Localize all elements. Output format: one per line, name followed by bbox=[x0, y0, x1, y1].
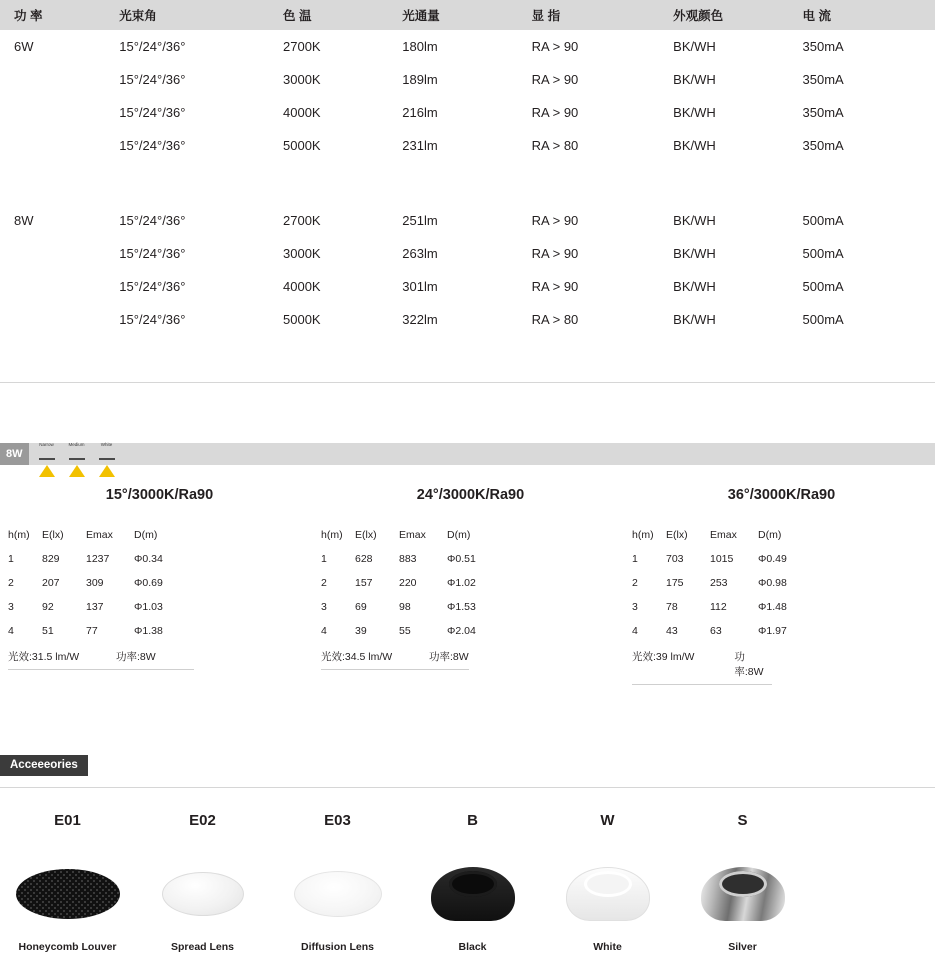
cell-emax: 77 bbox=[86, 625, 98, 637]
accessory-name: White bbox=[593, 941, 622, 953]
cell-power: 8W bbox=[14, 213, 34, 228]
cell-height: 4 bbox=[321, 625, 327, 637]
table-header-row bbox=[321, 529, 507, 553]
cell-color: BK/WH bbox=[673, 246, 716, 261]
cell-emax: 55 bbox=[399, 625, 411, 637]
cell-emax: 112 bbox=[710, 601, 727, 613]
accessory-name: Silver bbox=[728, 941, 757, 953]
cell-color: BK/WH bbox=[673, 213, 716, 228]
cell-color: BK/WH bbox=[673, 39, 716, 54]
cell-elux: 829 bbox=[42, 553, 60, 565]
cell-beam: 15°/24°/36° bbox=[119, 105, 186, 120]
spread-lens-shape bbox=[162, 872, 244, 916]
photometric-table bbox=[321, 529, 507, 649]
reflector-inner bbox=[719, 871, 767, 897]
accessory-item-e01[interactable] bbox=[0, 812, 135, 953]
cell-cct: 4000K bbox=[283, 279, 321, 294]
cell-color: BK/WH bbox=[673, 279, 716, 294]
black-reflector-shape bbox=[431, 867, 515, 921]
cell-beam: 15°/24°/36° bbox=[119, 39, 186, 54]
column-header-finish-color: 外观颜色 bbox=[673, 0, 802, 30]
cell-emax: 1015 bbox=[710, 553, 734, 565]
accessory-code: E03 bbox=[324, 812, 351, 829]
cell-diameter: Φ1.97 bbox=[758, 625, 787, 637]
cell-elux: 157 bbox=[355, 577, 373, 589]
table-row bbox=[8, 625, 194, 649]
cell-height: 2 bbox=[632, 577, 638, 589]
cell-cri: RA > 80 bbox=[531, 138, 579, 153]
column-header-beam-angle: 光束角 bbox=[119, 0, 283, 30]
cell-current: 350mA bbox=[802, 72, 844, 87]
cell-height: 2 bbox=[321, 577, 327, 589]
silver-reflector-shape bbox=[701, 867, 785, 921]
efficacy-value: 光效:39 lm/W bbox=[632, 651, 695, 663]
cell-emax: 63 bbox=[710, 625, 722, 637]
accessories-divider bbox=[0, 787, 935, 788]
table-row bbox=[632, 601, 818, 625]
column-header-height: h(m) bbox=[8, 529, 30, 541]
table-row bbox=[8, 601, 194, 625]
cell-cct: 2700K bbox=[283, 39, 321, 54]
specification-table bbox=[0, 0, 935, 382]
accessory-code: B bbox=[467, 812, 478, 829]
honeycomb-shape bbox=[16, 869, 120, 919]
accessory-code: W bbox=[600, 812, 615, 829]
table-row bbox=[321, 625, 507, 649]
table-header-row bbox=[0, 0, 935, 30]
cell-emax: 309 bbox=[86, 577, 104, 589]
table-group-spacer bbox=[0, 162, 935, 204]
cell-power bbox=[0, 129, 119, 162]
table-row bbox=[0, 30, 935, 63]
photometric-column-15deg bbox=[0, 487, 311, 685]
photometric-footer bbox=[321, 649, 469, 670]
wattage-tag: 8W bbox=[0, 443, 29, 465]
cell-diameter: Φ1.03 bbox=[134, 601, 163, 613]
photometric-columns bbox=[0, 487, 935, 685]
cell-height: 1 bbox=[321, 553, 327, 565]
cell-cri: RA > 90 bbox=[531, 105, 579, 120]
cell-cct: 3000K bbox=[283, 246, 321, 261]
accessory-item-e03[interactable] bbox=[270, 812, 405, 953]
cell-flux: 180lm bbox=[402, 39, 438, 54]
photometric-footer bbox=[8, 649, 194, 670]
column-header-luminous-flux: 光通量 bbox=[402, 0, 531, 30]
table-body bbox=[0, 30, 935, 382]
table-row bbox=[8, 577, 194, 601]
table-row bbox=[632, 625, 818, 649]
efficacy-value: 光效:34.5 lm/W bbox=[321, 651, 393, 663]
power-value: 功率:8W bbox=[116, 651, 156, 663]
photometric-table-head bbox=[8, 529, 194, 553]
cell-power bbox=[0, 303, 119, 336]
cell-height: 4 bbox=[8, 625, 14, 637]
accessories-row bbox=[0, 812, 935, 953]
narrow-beam-icon bbox=[37, 442, 57, 466]
accessory-code: E02 bbox=[189, 812, 216, 829]
accessory-name: Black bbox=[458, 941, 487, 953]
table-header bbox=[0, 0, 935, 30]
column-header-diameter: D(m) bbox=[447, 529, 471, 541]
reflector-inner bbox=[584, 871, 632, 897]
table-row bbox=[0, 63, 935, 96]
cell-cct: 4000K bbox=[283, 105, 321, 120]
photometric-table-head bbox=[632, 529, 818, 553]
cell-elux: 207 bbox=[42, 577, 60, 589]
honeycomb-louver-image bbox=[0, 855, 135, 933]
diffusion-lens-shape bbox=[294, 871, 382, 917]
cell-flux: 231lm bbox=[402, 138, 438, 153]
accessory-item-black[interactable] bbox=[405, 812, 540, 953]
table-row bbox=[0, 204, 935, 237]
power-value: 功率:8W bbox=[429, 651, 469, 663]
photometric-table-head bbox=[321, 529, 507, 553]
cell-height: 3 bbox=[321, 601, 327, 613]
spacer-cell bbox=[0, 162, 935, 204]
medium-beam-label: Medium bbox=[68, 442, 85, 447]
photometric-header-bar bbox=[0, 443, 935, 465]
table-row bbox=[0, 237, 935, 270]
column-header-elux: E(lx) bbox=[666, 529, 688, 541]
cell-current: 500mA bbox=[802, 312, 844, 327]
white-beam-glyph bbox=[99, 448, 115, 477]
cell-beam: 15°/24°/36° bbox=[119, 72, 186, 87]
cell-elux: 39 bbox=[355, 625, 367, 637]
narrow-beam-label: Narrow bbox=[39, 442, 54, 447]
cell-cri: RA > 90 bbox=[531, 279, 579, 294]
column-header-cri: 显 指 bbox=[532, 0, 674, 30]
cell-diameter: Φ0.69 bbox=[134, 577, 163, 589]
photometric-table-body bbox=[632, 553, 818, 649]
cell-power bbox=[0, 96, 119, 129]
cell-diameter: Φ0.34 bbox=[134, 553, 163, 565]
photometric-footer bbox=[632, 649, 772, 685]
cell-beam: 15°/24°/36° bbox=[119, 138, 186, 153]
cell-color: BK/WH bbox=[673, 312, 716, 327]
accessory-code: S bbox=[737, 812, 748, 829]
column-header-power: 功 率 bbox=[0, 0, 119, 30]
medium-beam-glyph bbox=[69, 448, 85, 477]
table-row bbox=[632, 553, 818, 577]
cell-height: 3 bbox=[632, 601, 638, 613]
photometric-title: 15°/3000K/Ra90 bbox=[105, 487, 214, 503]
cell-cct: 5000K bbox=[283, 312, 321, 327]
cell-cri: RA > 90 bbox=[531, 246, 579, 261]
cell-current: 500mA bbox=[802, 279, 844, 294]
photometric-section bbox=[0, 443, 935, 685]
cell-elux: 175 bbox=[666, 577, 684, 589]
cell-height: 1 bbox=[632, 553, 638, 565]
cell-cri: RA > 90 bbox=[531, 72, 579, 87]
efficacy-value: 光效:31.5 lm/W bbox=[8, 651, 80, 663]
specification-table-wrapper bbox=[0, 0, 935, 383]
column-header-elux: E(lx) bbox=[42, 529, 64, 541]
cell-power bbox=[0, 63, 119, 96]
cell-diameter: Φ1.48 bbox=[758, 601, 787, 613]
cell-cct: 3000K bbox=[283, 72, 321, 87]
cell-beam: 15°/24°/36° bbox=[119, 213, 186, 228]
cell-current: 350mA bbox=[802, 105, 844, 120]
cell-current: 350mA bbox=[802, 39, 844, 54]
photometric-title: 36°/3000K/Ra90 bbox=[727, 487, 836, 503]
cell-diameter: Φ0.51 bbox=[447, 553, 476, 565]
cell-diameter: Φ1.02 bbox=[447, 577, 476, 589]
cell-color: BK/WH bbox=[673, 138, 716, 153]
photometric-table bbox=[632, 529, 818, 649]
cell-height: 2 bbox=[8, 577, 14, 589]
white-beam-label: White bbox=[100, 442, 113, 447]
narrow-beam-glyph bbox=[39, 448, 55, 477]
column-header-height: h(m) bbox=[632, 529, 654, 541]
table-bottom-spacer bbox=[0, 336, 935, 382]
cell-elux: 628 bbox=[355, 553, 373, 565]
column-header-emax: Emax bbox=[710, 529, 737, 541]
accessory-item-e02[interactable] bbox=[135, 812, 270, 953]
cell-elux: 92 bbox=[42, 601, 54, 613]
accessory-item-silver[interactable] bbox=[675, 812, 810, 953]
white-reflector-image bbox=[540, 855, 675, 933]
column-header-emax: Emax bbox=[86, 529, 113, 541]
table-header-row bbox=[632, 529, 818, 553]
column-header-diameter: D(m) bbox=[134, 529, 158, 541]
white-reflector-shape bbox=[566, 867, 650, 921]
reflector-inner bbox=[449, 871, 497, 897]
cell-emax: 253 bbox=[710, 577, 728, 589]
power-value: 功率:8W bbox=[734, 651, 764, 678]
cell-beam: 15°/24°/36° bbox=[119, 279, 186, 294]
black-reflector-image bbox=[405, 855, 540, 933]
table-row bbox=[0, 270, 935, 303]
cell-color: BK/WH bbox=[673, 72, 716, 87]
cell-cri: RA > 80 bbox=[531, 312, 579, 327]
table-header-row bbox=[8, 529, 194, 553]
cell-emax: 883 bbox=[399, 553, 417, 565]
accessories-section bbox=[0, 755, 935, 953]
cell-cct: 2700K bbox=[283, 213, 321, 228]
cell-flux: 322lm bbox=[402, 312, 438, 327]
cell-elux: 51 bbox=[42, 625, 54, 637]
photometric-column-36deg bbox=[622, 487, 933, 685]
cell-flux: 251lm bbox=[402, 213, 438, 228]
cell-emax: 98 bbox=[399, 601, 411, 613]
column-header-elux: E(lx) bbox=[355, 529, 377, 541]
diffusion-lens-image bbox=[270, 855, 405, 933]
column-header-current: 电 流 bbox=[803, 0, 935, 30]
cell-diameter: Φ0.98 bbox=[758, 577, 787, 589]
cell-emax: 1237 bbox=[86, 553, 110, 565]
cell-cri: RA > 90 bbox=[531, 213, 579, 228]
cell-cri: RA > 90 bbox=[531, 39, 579, 54]
cell-power bbox=[0, 270, 119, 303]
cell-flux: 216lm bbox=[402, 105, 438, 120]
cell-emax: 137 bbox=[86, 601, 104, 613]
cell-height: 4 bbox=[632, 625, 638, 637]
table-row bbox=[0, 303, 935, 336]
accessory-name: Honeycomb Louver bbox=[18, 941, 117, 953]
accessory-item-white[interactable] bbox=[540, 812, 675, 953]
table-row bbox=[8, 553, 194, 577]
accessory-name: Diffusion Lens bbox=[301, 941, 374, 953]
photometric-title: 24°/3000K/Ra90 bbox=[416, 487, 525, 503]
accessories-title-tag: Acceeeories bbox=[0, 755, 88, 776]
table-row bbox=[321, 577, 507, 601]
table-row bbox=[0, 129, 935, 162]
medium-beam-icon bbox=[67, 442, 87, 466]
silver-reflector-image bbox=[675, 855, 810, 933]
cell-elux: 78 bbox=[666, 601, 678, 613]
cell-power: 6W bbox=[14, 39, 34, 54]
cell-beam: 15°/24°/36° bbox=[119, 246, 186, 261]
cell-diameter: Φ2.04 bbox=[447, 625, 476, 637]
column-header-height: h(m) bbox=[321, 529, 343, 541]
beam-icon-group bbox=[37, 442, 117, 466]
cell-height: 3 bbox=[8, 601, 14, 613]
photometric-table-body bbox=[321, 553, 507, 649]
cell-height: 1 bbox=[8, 553, 14, 565]
cell-beam: 15°/24°/36° bbox=[119, 312, 186, 327]
spacer-cell bbox=[0, 336, 935, 382]
cell-cct: 5000K bbox=[283, 138, 321, 153]
cell-diameter: Φ1.38 bbox=[134, 625, 163, 637]
cell-current: 500mA bbox=[802, 213, 844, 228]
cell-current: 350mA bbox=[802, 138, 844, 153]
table-row bbox=[0, 96, 935, 129]
cell-flux: 263lm bbox=[402, 246, 438, 261]
white-beam-icon bbox=[97, 442, 117, 466]
cell-diameter: Φ0.49 bbox=[758, 553, 787, 565]
cell-current: 500mA bbox=[802, 246, 844, 261]
cell-flux: 189lm bbox=[402, 72, 438, 87]
cell-elux: 43 bbox=[666, 625, 678, 637]
cell-elux: 703 bbox=[666, 553, 684, 565]
cell-diameter: Φ1.53 bbox=[447, 601, 476, 613]
accessory-name: Spread Lens bbox=[170, 941, 235, 953]
column-header-diameter: D(m) bbox=[758, 529, 782, 541]
cell-elux: 69 bbox=[355, 601, 367, 613]
cell-color: BK/WH bbox=[673, 105, 716, 120]
table-row bbox=[321, 553, 507, 577]
cell-flux: 301lm bbox=[402, 279, 438, 294]
table-row bbox=[632, 577, 818, 601]
column-header-cct: 色 温 bbox=[283, 0, 402, 30]
column-header-emax: Emax bbox=[399, 529, 426, 541]
cell-emax: 220 bbox=[399, 577, 417, 589]
photometric-table-body bbox=[8, 553, 194, 649]
cell-power bbox=[0, 237, 119, 270]
spread-lens-image bbox=[135, 855, 270, 933]
table-row bbox=[321, 601, 507, 625]
photometric-column-24deg bbox=[311, 487, 622, 685]
accessory-code: E01 bbox=[54, 812, 81, 829]
photometric-table bbox=[8, 529, 194, 649]
